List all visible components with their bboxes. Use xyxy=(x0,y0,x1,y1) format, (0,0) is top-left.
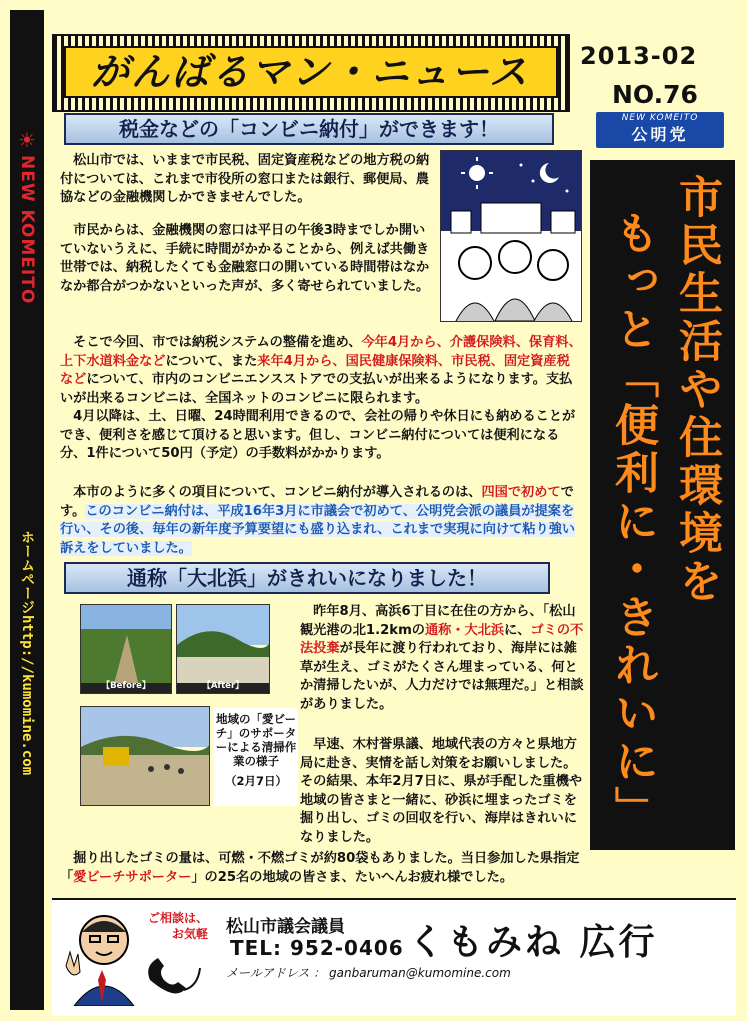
convenience-store-illustration xyxy=(440,150,582,322)
banner-line1: 市民生活や住環境を xyxy=(671,174,722,606)
banner-line2: もっと「便利に・きれいに」 xyxy=(607,210,658,834)
member-title: 松山市議会議員 xyxy=(226,917,345,937)
before-photo xyxy=(80,604,172,694)
telephone-icon xyxy=(144,950,204,994)
article1-p5-blue: このコンビニ納付は、平成16年3月に市議会で初めて、公明党会派の議員が提案を行い、その後、毎年の新年度予算要望にも盛り込まれ、これまで実現に向けて粘り強い訴えをしていました。 xyxy=(60,503,576,556)
telephone-number[interactable]: TEL: 952-0406 xyxy=(230,936,404,960)
vertical-banner xyxy=(590,160,735,850)
article2-p1-text-a: 昨年8月、高浜6丁目に在住の方から、「松山観光港の北1.2kmの xyxy=(300,604,576,638)
newsletter-title: がんばるマン・ニュース xyxy=(90,50,530,94)
article1-p3-text-a: そこで今回、市では納税システムの整備を進め、 xyxy=(60,335,362,350)
article2-p3-highlight: 愛ビーチサポーター xyxy=(73,869,192,885)
after-label: 【After】 xyxy=(202,681,244,691)
article1-p3 xyxy=(60,334,582,408)
article1-p5-text-a: 本市のように多くの項目について、コンビニ納付が導入されるのは、 xyxy=(60,485,482,500)
before-label: 【Before】 xyxy=(101,681,151,691)
issue-date: 2013-02 xyxy=(580,42,698,70)
article2-p2: 早速、木村誉県議、地域代表の方々と県地方局に赴き、実情を話し対策をお願いしました。その結果、本年2月7日に、県が手配した重機や地域の皆さまと一緒に、砂浜に埋まったゴミを掘り出し、ゴミの回収を行い、海岸はきれいになりました。 xyxy=(300,737,583,845)
caption-text: 地域の「愛ビーチ」のサポーターによる清掃作業の様子 xyxy=(215,712,297,768)
side-brand: NEW KOMEITO xyxy=(17,155,37,305)
party-logo xyxy=(596,112,724,148)
homepage-url[interactable]: http://kumomine.com xyxy=(19,615,35,776)
advice-line1: ご相談は、 xyxy=(148,911,209,925)
cleanup-photo xyxy=(80,706,210,806)
article2-p1-text-c: が長年に渡り行われており、海岸には雑草が生え、ゴミがたくさん埋まっている、何とか清掃したいが、人力だけでは無理だ。」と相談がありました。 xyxy=(300,641,584,712)
article1-p3-text-c: について、市内のコンビニエンスストアでの支払いが出来るようになります。支払いが出来るコンビニは、全国ネットのコンビニに限られます。 xyxy=(60,372,573,406)
party-logo-jp: 公明党 xyxy=(631,125,689,144)
after-photo xyxy=(176,604,270,694)
article1-p5-highlight: 四国で初めて xyxy=(481,485,561,500)
councillor-name: くもみね 広行 xyxy=(408,922,658,963)
article1-p2: 市民からは、金融機関の窓口は平日の午後3時までしか開いていないうえに、手続に時間がかかることから、例えば共働き世帯では、納税したくても金融窓口の開いている時間帯はなかなか都合がつかないといった声が、多く寄せられていました。 xyxy=(60,223,430,294)
article2-p3 xyxy=(60,850,582,887)
photo-caption xyxy=(214,708,298,806)
komeito-mark-icon: ☀ xyxy=(18,128,36,152)
article2-heading: 通称「大北浜」がきれいになりました！ xyxy=(64,562,550,594)
article2-p3-text-a: 掘り出したゴミの量は、可燃・不燃ゴミが約80袋もありました。当日参加した県指定「 xyxy=(60,851,580,885)
email-address[interactable]: メールアドレス ： ganbaruman@kumomine.com xyxy=(226,966,511,980)
article1-p3-highlight2: 来年4月から、国民健康保険料、市民税、固定資産税など xyxy=(60,353,570,387)
article1-p5 xyxy=(60,484,582,558)
article2-p1-highlight2: ゴミの不法投棄 xyxy=(300,622,584,656)
article2-p1-highlight1: 通称・大北浜 xyxy=(425,622,505,638)
side-strip xyxy=(10,10,44,1010)
illustration-icon xyxy=(441,151,582,322)
advice-note xyxy=(148,910,208,942)
councillor-caricature-icon xyxy=(60,906,140,1006)
article1-p1: 松山市では、いままで市民税、固定資産税などの地方税の納付については、これまで市役所の窓口または銀行、郵便局、農協などの金融機関しかできませんでした。 xyxy=(60,153,430,205)
article2-p1 xyxy=(300,603,584,714)
article2-p1-text-b: に、 xyxy=(504,622,531,638)
article1-p3-highlight1: 今年4月から、介護保険料、保育料、上下水道料金など xyxy=(60,335,582,369)
homepage-label: ホームページ xyxy=(19,530,35,614)
article1-p3-text-b: について、また xyxy=(165,353,258,369)
party-logo-en: NEW KOMEITO xyxy=(621,113,699,123)
issue-number: NO.76 xyxy=(612,80,698,109)
advice-line2: お気軽 xyxy=(172,927,209,941)
article1-p5-text-b: です。 xyxy=(60,485,574,519)
article1-p4: 4月以降は、土、日曜、24時間利用できるので、会社の帰りや休日にも納めることができ、便利さを感じて頂けると思います。但し、コンビニ納付については便利になる分、1件について50円（予定）の手数料がかかります。 xyxy=(60,409,576,461)
cleanup-work-image xyxy=(81,707,210,806)
article2-p3-text-b: 」の25名の地域の皆さま、たいへんお疲れ様でした。 xyxy=(191,869,514,885)
article1-heading: 税金などの「コンビニ納付」ができます！ xyxy=(64,113,554,145)
caption-date: （2月7日） xyxy=(224,774,287,788)
